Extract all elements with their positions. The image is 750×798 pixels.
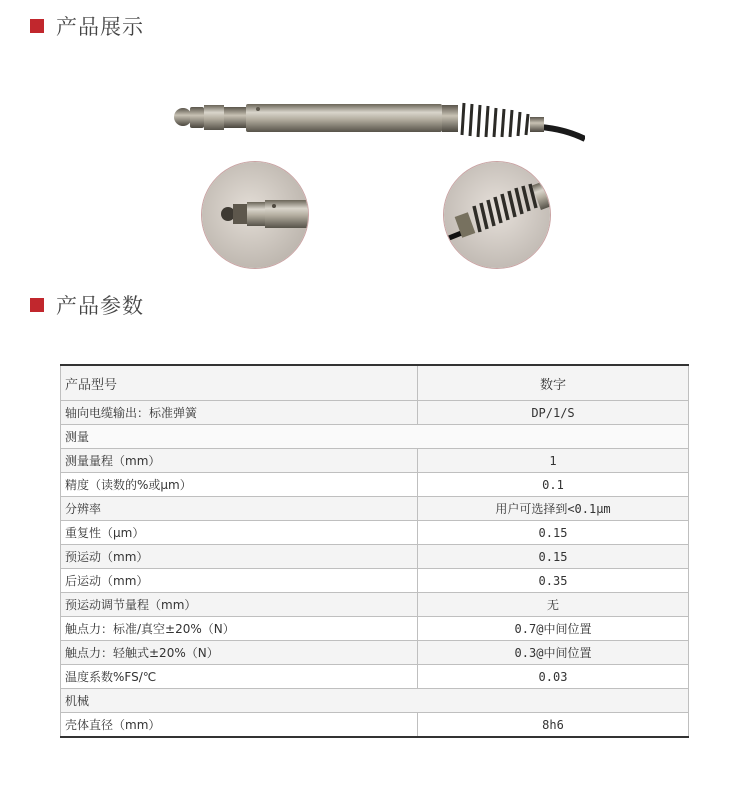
row-label: 触点力：标准/真空±20%（N） xyxy=(61,617,418,641)
section-title-params: 产品参数 xyxy=(56,294,144,318)
row-value: 0.3@中间位置 xyxy=(418,641,689,665)
row-label: 后运动（mm） xyxy=(61,569,418,593)
table-row xyxy=(61,449,689,473)
row-value: DP/1/S xyxy=(418,401,689,425)
table-group-row xyxy=(61,425,689,449)
row-value: 0.15 xyxy=(418,545,689,569)
section-header-display xyxy=(30,12,144,40)
table-row xyxy=(61,617,689,641)
red-square-icon xyxy=(30,19,44,33)
row-label: 测量量程（mm） xyxy=(61,449,418,473)
section-title-display: 产品展示 xyxy=(56,15,144,39)
header-label: 产品型号 xyxy=(61,365,418,401)
row-value: 无 xyxy=(418,593,689,617)
probe-full-image xyxy=(170,95,585,155)
table-row xyxy=(61,641,689,665)
row-value: 0.03 xyxy=(418,665,689,689)
row-label: 温度系数%FS/℃ xyxy=(61,665,418,689)
row-value: 0.15 xyxy=(418,521,689,545)
table-header-row xyxy=(61,365,689,401)
table-row xyxy=(61,665,689,689)
row-label: 重复性（μm） xyxy=(61,521,418,545)
row-value: 1 xyxy=(418,449,689,473)
table-group-row xyxy=(61,689,689,713)
table-row xyxy=(61,593,689,617)
row-label: 轴向电缆输出：标准弹簧 xyxy=(61,401,418,425)
table-row xyxy=(61,497,689,521)
spec-table xyxy=(60,364,689,738)
row-value: 0.35 xyxy=(418,569,689,593)
row-label: 壳体直径（mm） xyxy=(61,713,418,738)
row-label: 触点力：轻触式±20%（N） xyxy=(61,641,418,665)
table-row xyxy=(61,473,689,497)
row-value: 0.7@中间位置 xyxy=(418,617,689,641)
group-label: 机械 xyxy=(61,689,689,713)
row-label: 预运动调节量程（mm） xyxy=(61,593,418,617)
table-row xyxy=(61,545,689,569)
row-label: 预运动（mm） xyxy=(61,545,418,569)
probe-tip-closeup-image xyxy=(201,161,309,269)
table-row xyxy=(61,401,689,425)
section-header-params xyxy=(30,291,144,319)
row-label: 分辨率 xyxy=(61,497,418,521)
table-row xyxy=(61,713,689,738)
row-value: 0.1 xyxy=(418,473,689,497)
header-value: 数字 xyxy=(418,365,689,401)
table-row xyxy=(61,569,689,593)
group-label: 测量 xyxy=(61,425,689,449)
row-value: 8h6 xyxy=(418,713,689,738)
row-value: 用户可选择到<0.1μm xyxy=(418,497,689,521)
red-square-icon xyxy=(30,298,44,312)
row-label: 精度（读数的%或μm） xyxy=(61,473,418,497)
table-row xyxy=(61,521,689,545)
probe-spring-closeup-image xyxy=(443,161,551,269)
